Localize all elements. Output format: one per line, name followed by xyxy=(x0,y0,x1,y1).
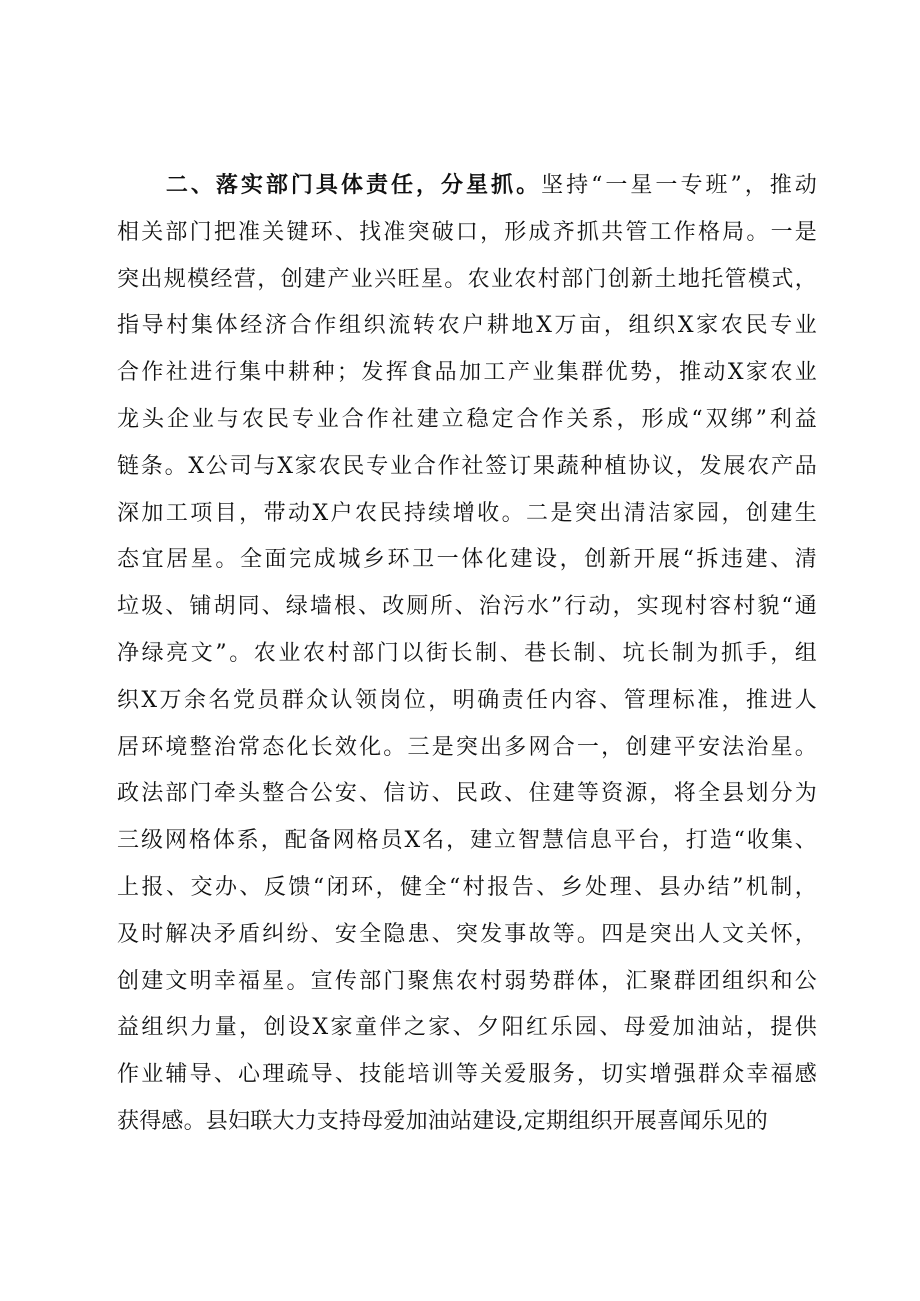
text-line-content: 坚持“一星一专班”，推动 xyxy=(541,173,817,198)
text-line: 创建文明幸福星。宣传部门聚焦农村弱势群体，汇聚群团组织和公 xyxy=(117,968,817,994)
text-line xyxy=(117,163,817,210)
text-line: 深加工项目，带动X户农民持续增收。二是突出清洁家园，创建生 xyxy=(117,500,817,526)
text-line: 指导村集体经济合作组织流转农户耕地X万亩，组织X家农民专业 xyxy=(117,313,817,339)
document-body xyxy=(117,163,817,1146)
text-line: 上报、交办、反馈“闭环，健全“村报告、乡处理、县办结”机制， xyxy=(117,874,817,900)
text-line: 获得感。县妇联大力支持母爱加油站建设,定期组织开展喜闻乐见的 xyxy=(117,1108,768,1134)
text-line: 织X万余名党员群众认领岗位，明确责任内容、管理标准，推进人 xyxy=(117,687,817,713)
text-line: 作业辅导、心理疏导、技能培训等关爱服务，切实增强群众幸福感 xyxy=(117,1062,817,1088)
paragraph-heading: 二、落实部门具体责任，分星抓。 xyxy=(163,173,542,198)
text-line: 相关部门把准关键环、找准突破口，形成齐抓共管工作格局。一是 xyxy=(117,219,817,245)
text-line: 政法部门牵头整合公安、信访、民政、住建等资源，将全县划分为 xyxy=(117,781,817,807)
text-line: 益组织力量，创设X家童伴之家、夕阳红乐园、母爱加油站，提供 xyxy=(117,1015,817,1041)
text-line: 三级网格体系，配备网格员X名，建立智慧信息平台，打造“收集、 xyxy=(117,828,817,854)
text-line: 龙头企业与农民专业合作社建立稳定合作关系，形成“双绑”利益 xyxy=(117,406,817,432)
text-line: 净绿亮文”。农业农村部门以街长制、巷长制、坑长制为抓手，组 xyxy=(117,640,817,666)
text-line: 及时解决矛盾纠纷、安全隐患、突发事故等。四是突出人文关怀， xyxy=(117,921,817,947)
text-line: 垃圾、铺胡同、绿墙根、改厕所、治污水”行动，实现村容村貌“通 xyxy=(117,594,817,620)
text-line: 合作社进行集中耕种；发挥食品加工产业集群优势，推动X家农业 xyxy=(117,360,817,386)
text-line: 态宜居星。全面完成城乡环卫一体化建设，创新开展“拆违建、清 xyxy=(117,547,817,573)
text-line: 链条。X公司与X家农民专业合作社签订果蔬种植协议，发展农产品 xyxy=(117,453,817,479)
text-line: 突出规模经营，创建产业兴旺星。农业农村部门创新土地托管模式， xyxy=(117,266,817,292)
text-line: 居环境整治常态化长效化。三是突出多网合一，创建平安法治星。 xyxy=(117,734,817,760)
